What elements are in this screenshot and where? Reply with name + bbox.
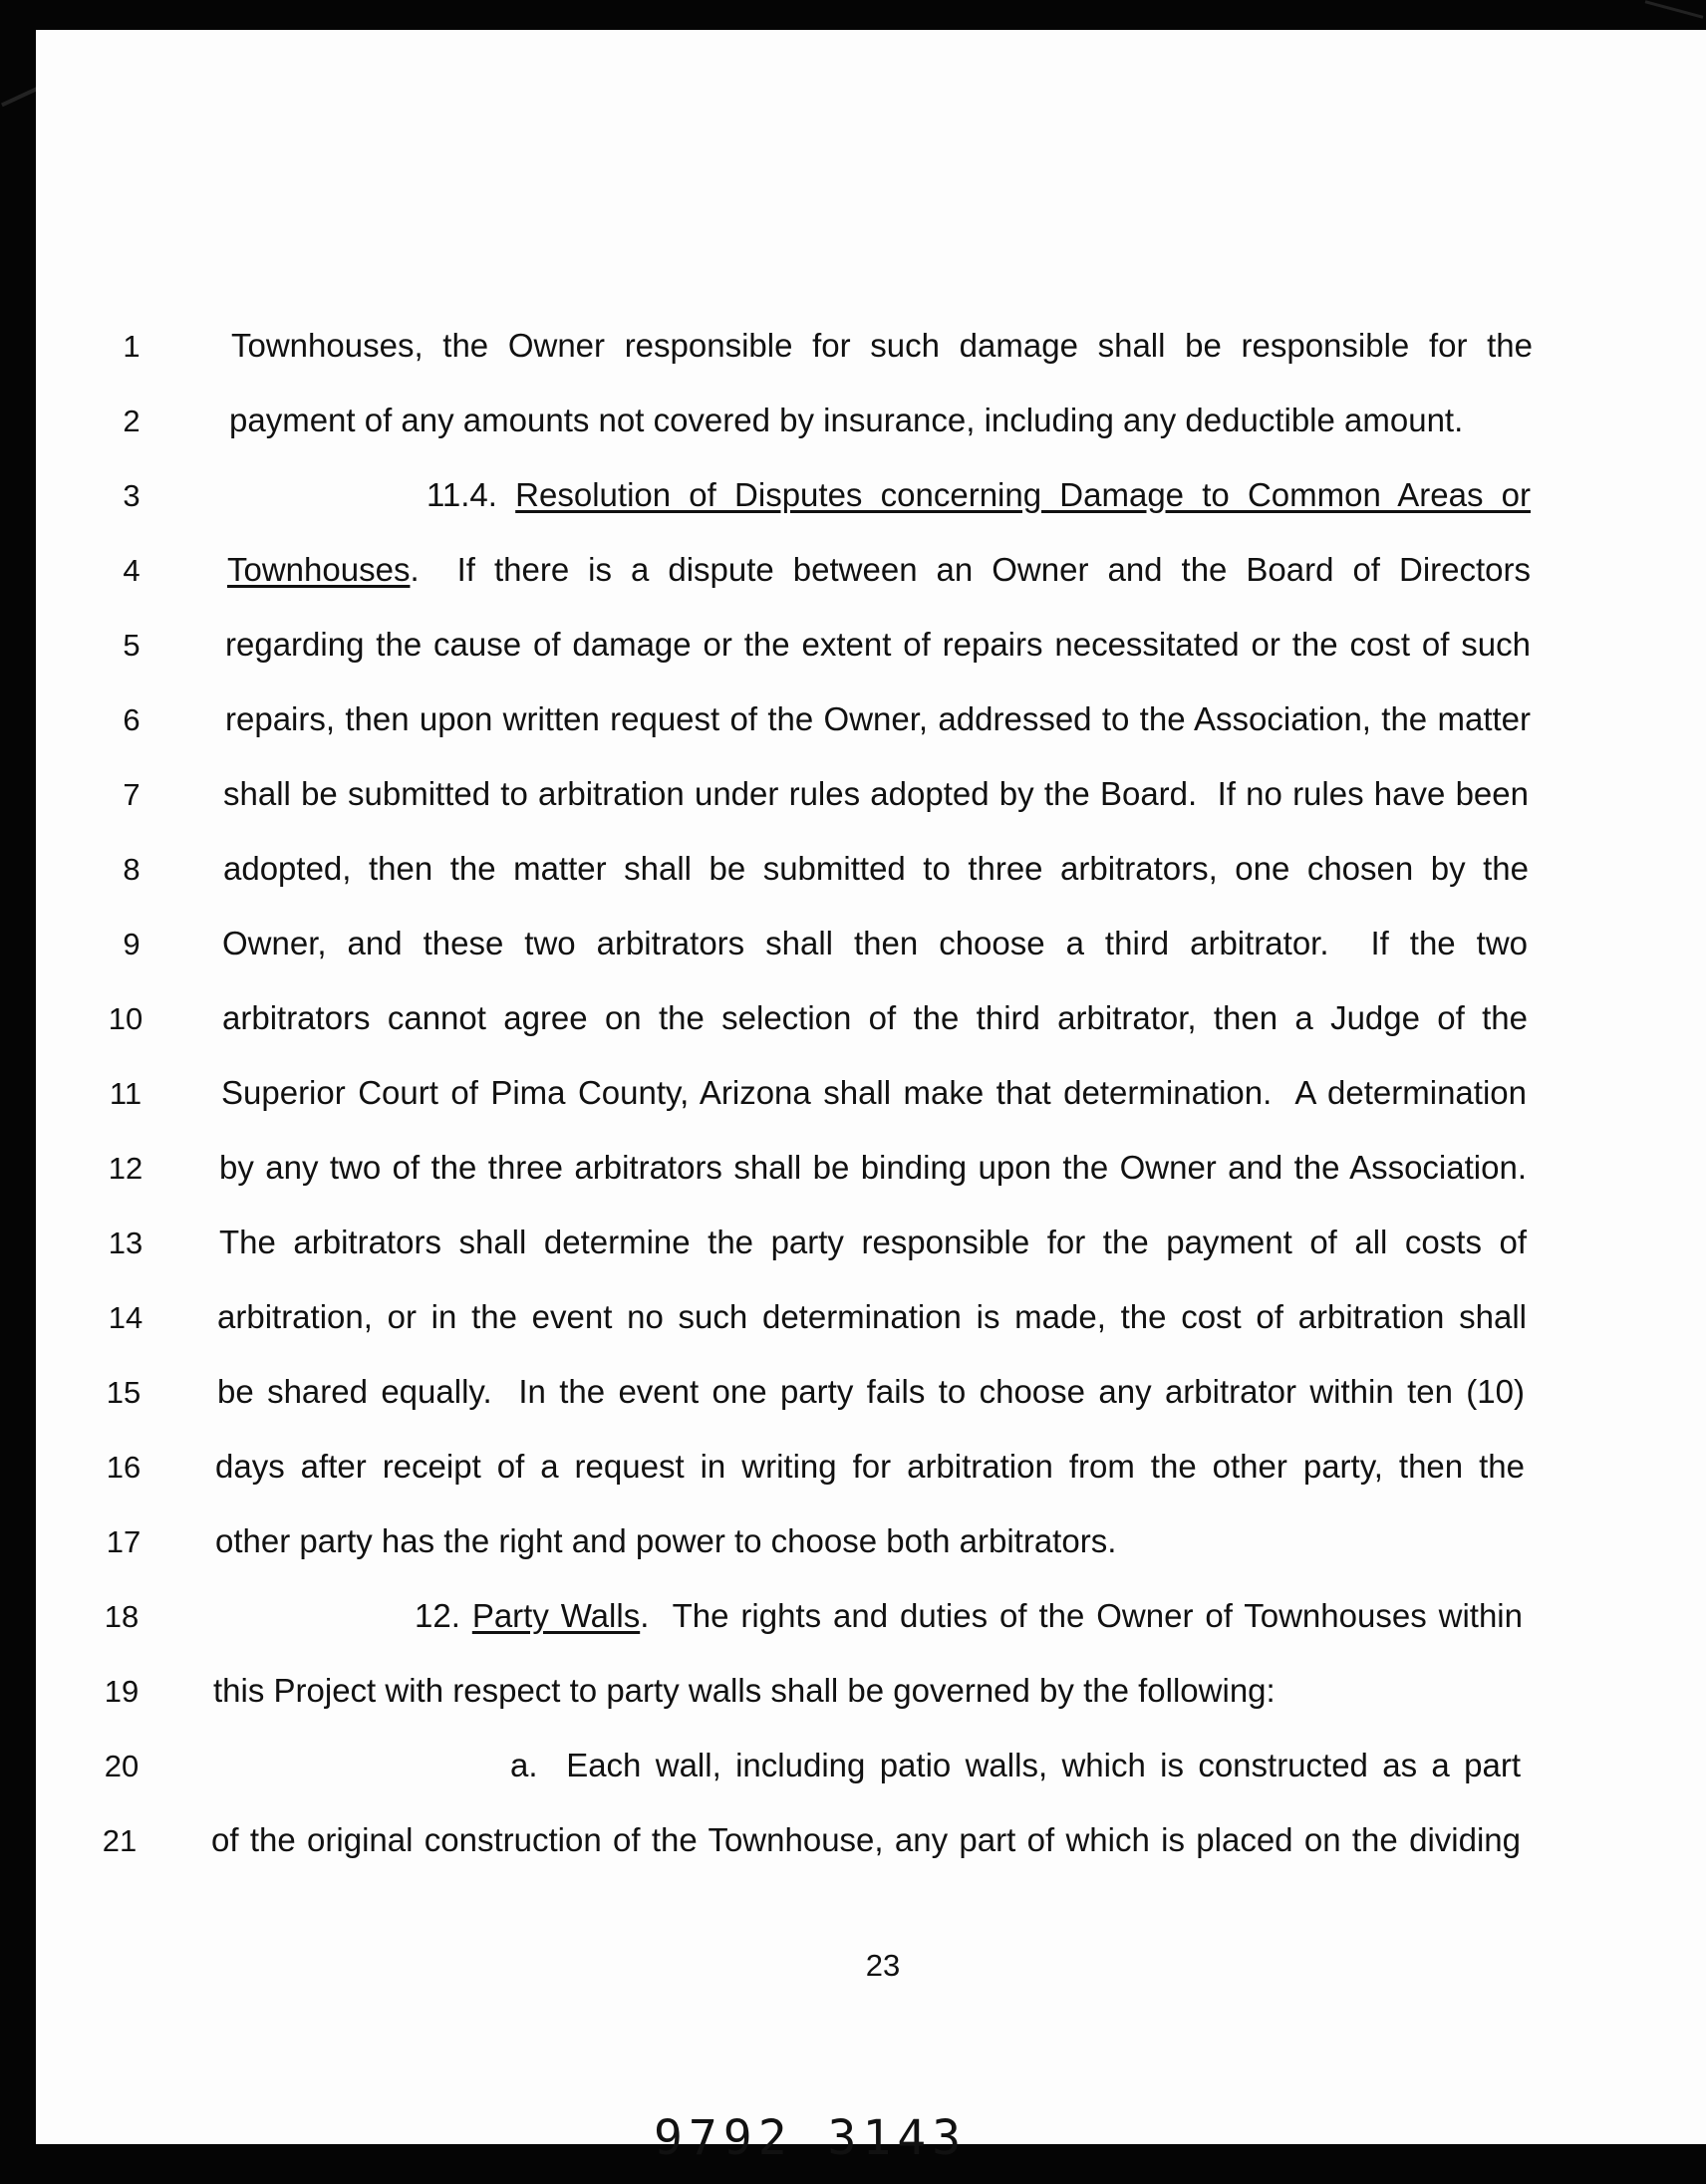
text-run: arbitration, or in the event no such determination is made, the cost of arbitration shall	[217, 1298, 1527, 1335]
text-run: days after receipt of a request in writing for arbitration from the other party, then the	[215, 1448, 1525, 1485]
line-number: 9	[123, 927, 141, 961]
line-number: 20	[104, 1749, 140, 1783]
line-number: 21	[102, 1823, 138, 1858]
recording-number: 9792 3143	[654, 2110, 968, 2166]
text-run: a. Each wall, including patio walls, which is constructed as a part	[510, 1747, 1521, 1783]
text-line	[415, 1599, 1523, 1632]
text-line	[213, 1674, 1309, 1707]
text-run: The arbitrators shall determine the party responsible for the payment of all costs of	[219, 1224, 1527, 1260]
line-number: 17	[106, 1524, 142, 1559]
line-number: 14	[108, 1300, 143, 1335]
underlined-heading: Resolution of Disputes concerning Damage to Common Areas or	[515, 476, 1531, 513]
text-line	[225, 628, 1531, 661]
text-run: be shared equally. In the event one party fails to choose any arbitrator within ten (10)	[217, 1373, 1525, 1410]
page-number: 23	[865, 1948, 901, 1983]
line-number: 11	[109, 1076, 142, 1111]
text-line	[223, 852, 1529, 885]
text-run: Superior Court of Pima County, Arizona shall make that determination. A determination	[221, 1074, 1527, 1111]
line-number: 10	[108, 1001, 143, 1036]
text-run: regarding the cause of damage or the extent of repairs necessitated or the cost of such	[225, 626, 1531, 663]
text-run: by any two of the three arbitrators shall be binding upon the Owner and the Association.	[219, 1149, 1527, 1186]
line-number: 16	[106, 1450, 142, 1485]
text-run: Townhouses, the Owner responsible for such damage shall be responsible for the	[231, 327, 1533, 364]
text-run: 12.	[415, 1597, 472, 1634]
line-number: 2	[123, 404, 141, 438]
text-run: repairs, then upon written request of the Owner, addressed to the Association, the matter	[225, 700, 1531, 737]
line-number: 1	[123, 329, 141, 364]
text-run: adopted, then the matter shall be submitted to three arbitrators, one chosen by the	[223, 850, 1529, 887]
text-run: of the original construction of the Townhouse, any part of which is placed on the dividing	[211, 1821, 1521, 1858]
text-line	[222, 1001, 1528, 1034]
text-line	[219, 1151, 1527, 1184]
text-line	[227, 553, 1531, 586]
line-number: 7	[123, 777, 141, 812]
text-run: payment of any amounts not covered by insurance, including any deductible amount.	[229, 402, 1464, 438]
text-run: . The rights and duties of the Owner of Townhouses within	[640, 1597, 1523, 1634]
text-line	[215, 1524, 1212, 1557]
text-line	[217, 1300, 1527, 1333]
text-line	[221, 1076, 1527, 1109]
underlined-heading: Party Walls	[471, 1597, 641, 1634]
underlined-heading: Townhouses	[227, 551, 411, 588]
text-line	[222, 927, 1528, 959]
text-run: shall be submitted to arbitration under rules adopted by the Board. If no rules have been	[223, 775, 1529, 812]
text-line	[426, 478, 1531, 511]
text-line	[223, 777, 1529, 810]
text-line	[231, 329, 1533, 362]
line-number: 19	[104, 1674, 140, 1709]
line-number: 4	[123, 553, 141, 588]
line-number: 8	[123, 852, 141, 887]
text-run: 11.4.	[426, 476, 516, 513]
text-run: Owner, and these two arbitrators shall then choose a third arbitrator. If the two	[222, 925, 1528, 961]
line-number: 3	[123, 478, 141, 513]
line-number: 13	[108, 1226, 143, 1260]
document-page	[36, 30, 1706, 2166]
text-run: . If there is a dispute between an Owner and the Board of Directors	[410, 551, 1531, 588]
text-line	[225, 702, 1531, 735]
line-number: 18	[104, 1599, 140, 1634]
text-line	[215, 1450, 1525, 1483]
text-run: arbitrators cannot agree on the selection of the third arbitrator, then a Judge of the	[222, 999, 1528, 1036]
line-number: 5	[123, 628, 141, 663]
line-number: 12	[108, 1151, 143, 1186]
text-line	[217, 1375, 1525, 1408]
text-line	[510, 1749, 1521, 1781]
text-run: other party has the right and power to choose both arbitrators.	[215, 1522, 1117, 1559]
text-line	[229, 404, 1531, 436]
line-number: 15	[106, 1375, 142, 1410]
text-line	[219, 1226, 1527, 1258]
text-run: this Project with respect to party walls shall be governed by the following:	[213, 1672, 1276, 1709]
line-number: 6	[123, 702, 141, 737]
text-line	[211, 1823, 1521, 1856]
